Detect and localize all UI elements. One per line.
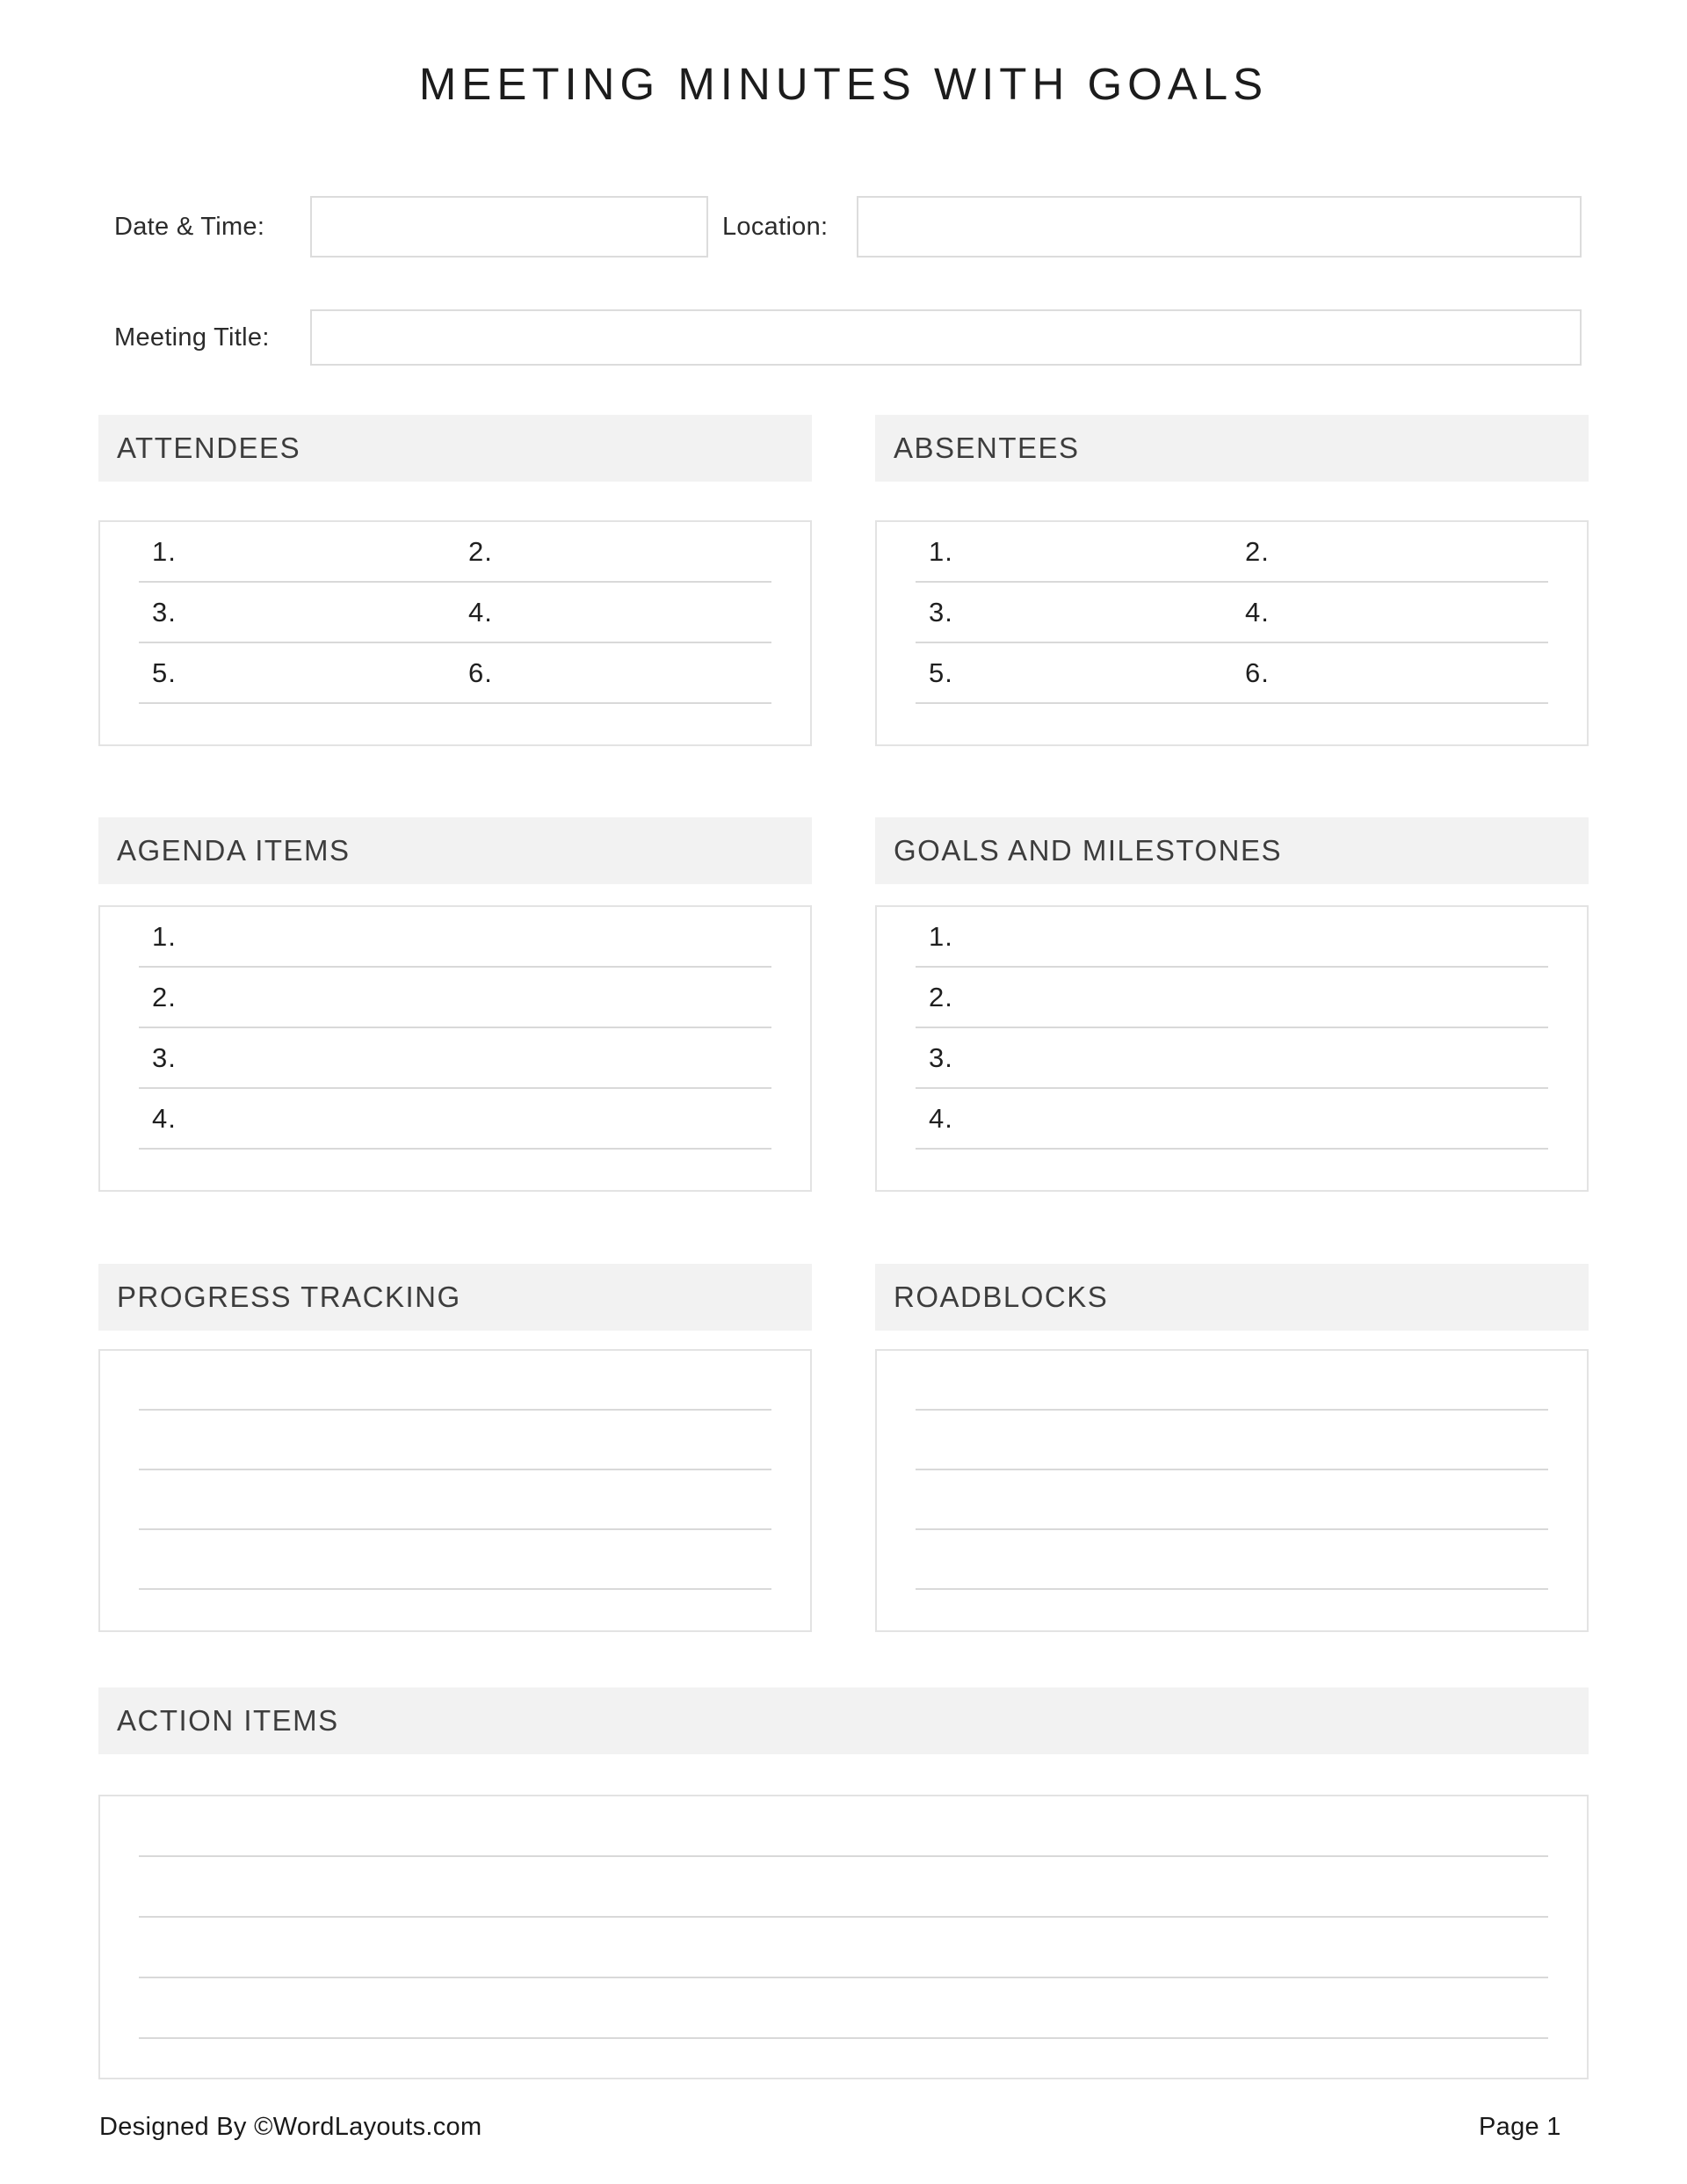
agenda-row-1[interactable] [139, 907, 771, 968]
attendees-section-header: ATTENDEES [98, 415, 812, 482]
goal-number-1: 1. [929, 920, 953, 952]
absentee-number-6: 6. [1245, 657, 1270, 688]
progress-section-header: PROGRESS TRACKING [98, 1264, 812, 1331]
absentee-number-5: 5. [929, 657, 953, 688]
attendee-number-6: 6. [468, 657, 493, 688]
action-items-line-4[interactable] [139, 1978, 1548, 2039]
action-items-line-1[interactable] [139, 1796, 1548, 1857]
attendees-row-1[interactable] [139, 522, 771, 583]
agenda-number-4: 4. [152, 1102, 177, 1134]
absentees-row-2[interactable] [916, 583, 1548, 643]
goal-number-2: 2. [929, 981, 953, 1012]
action-items-section-header: ACTION ITEMS [98, 1687, 1589, 1754]
action-items-line-2[interactable] [139, 1857, 1548, 1918]
attendee-number-5: 5. [152, 657, 177, 688]
progress-line-3[interactable] [139, 1470, 771, 1530]
absentees-row-1[interactable] [916, 522, 1548, 583]
goals-row-2[interactable] [916, 968, 1548, 1028]
agenda-number-2: 2. [152, 981, 177, 1012]
goals-row-4[interactable] [916, 1089, 1548, 1150]
roadblocks-line-3[interactable] [916, 1470, 1548, 1530]
meeting-title-label: Meeting Title: [114, 323, 270, 352]
attendee-number-1: 1. [152, 535, 177, 567]
progress-line-2[interactable] [139, 1411, 771, 1470]
absentee-number-1: 1. [929, 535, 953, 567]
absentees-box [875, 520, 1589, 746]
goals-row-1[interactable] [916, 907, 1548, 968]
absentees-section-header: ABSENTEES [875, 415, 1589, 482]
footer-page-number: Page 1 [1479, 2113, 1561, 2141]
goals-row-3[interactable] [916, 1028, 1548, 1089]
goals-box [875, 905, 1589, 1192]
progress-box [98, 1349, 812, 1632]
roadblocks-line-2[interactable] [916, 1411, 1548, 1470]
location-input[interactable] [857, 196, 1582, 258]
agenda-number-1: 1. [152, 920, 177, 952]
agenda-number-3: 3. [152, 1041, 177, 1073]
goal-number-4: 4. [929, 1102, 953, 1134]
goals-section-header: GOALS AND MILESTONES [875, 817, 1589, 884]
attendee-number-2: 2. [468, 535, 493, 567]
meeting-title-input[interactable] [310, 309, 1582, 366]
progress-line-4[interactable] [139, 1530, 771, 1590]
attendees-box [98, 520, 812, 746]
roadblocks-box [875, 1349, 1589, 1632]
roadblocks-section-header: ROADBLOCKS [875, 1264, 1589, 1331]
agenda-row-3[interactable] [139, 1028, 771, 1089]
attendees-row-2[interactable] [139, 583, 771, 643]
roadblocks-line-4[interactable] [916, 1530, 1548, 1590]
location-label: Location: [722, 212, 829, 241]
roadblocks-line-1[interactable] [916, 1351, 1548, 1411]
action-items-box [98, 1795, 1589, 2079]
progress-line-1[interactable] [139, 1351, 771, 1411]
page-title: MEETING MINUTES WITH GOALS [418, 59, 1269, 109]
action-items-line-3[interactable] [139, 1918, 1548, 1978]
attendees-row-3[interactable] [139, 643, 771, 704]
absentee-number-4: 4. [1245, 596, 1270, 628]
agenda-row-2[interactable] [139, 968, 771, 1028]
date-time-input[interactable] [310, 196, 708, 258]
attendee-number-4: 4. [468, 596, 493, 628]
date-time-label: Date & Time: [114, 212, 265, 241]
absentee-number-2: 2. [1245, 535, 1270, 567]
absentee-number-3: 3. [929, 596, 953, 628]
goal-number-3: 3. [929, 1041, 953, 1073]
attendee-number-3: 3. [152, 596, 177, 628]
agenda-box [98, 905, 812, 1192]
absentees-row-3[interactable] [916, 643, 1548, 704]
agenda-section-header: AGENDA ITEMS [98, 817, 812, 884]
footer-credit: Designed By ©WordLayouts.com [99, 2113, 482, 2141]
agenda-row-4[interactable] [139, 1089, 771, 1150]
